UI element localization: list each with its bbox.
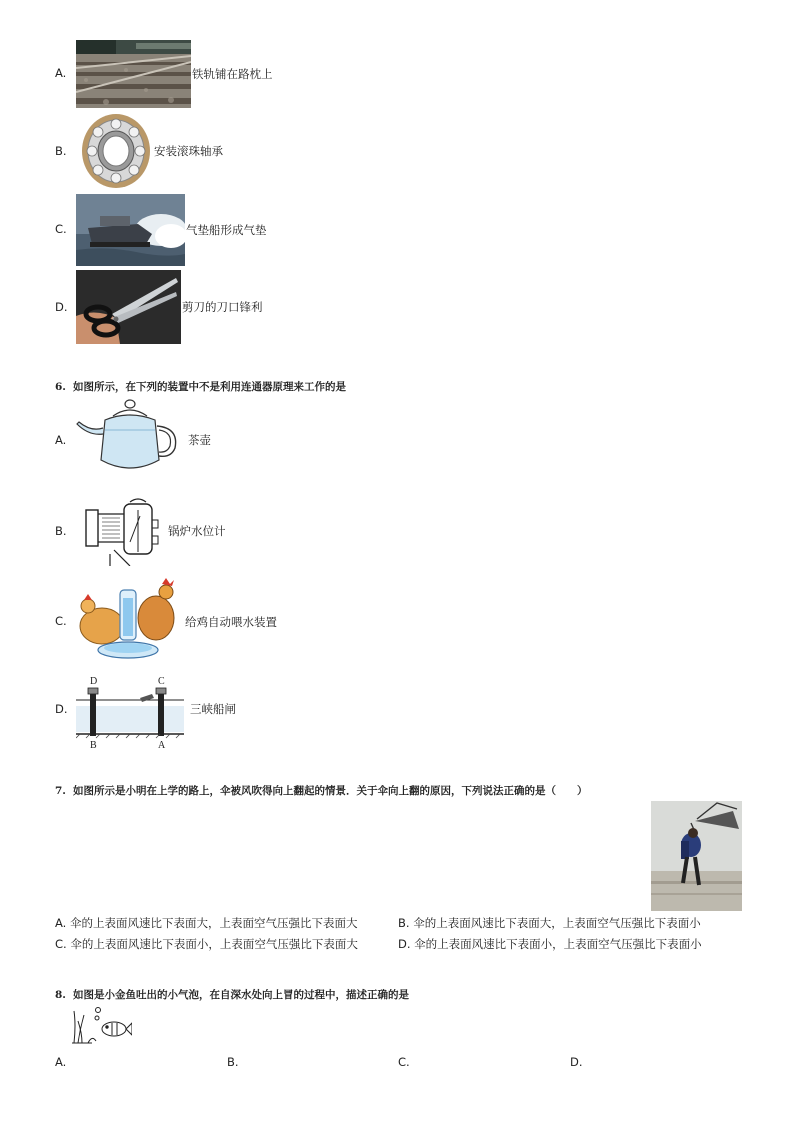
q7-stem: 如图所示是小明在上学的路上，伞被风吹得向上翻起的情景．关于伞向上翻的原因，下列说法正确的是（ ）	[73, 785, 588, 797]
q6-option-d-text: 三峡船闸	[190, 702, 236, 716]
q7-option-d	[398, 937, 702, 951]
q8-stem: 如图是小金鱼吐出的小气泡，在自深水处向上冒的过程中，描述正确的是	[73, 989, 409, 1001]
goldfish-bubbles-figure	[70, 1005, 132, 1045]
chicken-feeder-figure	[78, 578, 180, 664]
q5-option-c-letter: C.	[55, 222, 67, 236]
q7-option-a-text: 伞的上表面风速比下表面大，上表面空气压强比下表面大	[69, 916, 358, 930]
q6-option-a-letter: A.	[55, 433, 67, 447]
ship-lock-figure	[76, 672, 184, 752]
q5-option-a-text: 铁轨铺在路枕上	[192, 67, 273, 81]
q6-stem: 如图所示，在下列的装置中不是利用连通器原理来工作的是	[73, 381, 346, 393]
q7-option-d-letter: D.	[398, 937, 411, 951]
q5-option-b-text: 安装滚珠轴承	[154, 144, 223, 158]
q7-option-d-text: 伞的上表面风速比下表面小，上表面空气压强比下表面小	[414, 937, 702, 951]
q7-option-c	[55, 937, 358, 951]
q7-option-b-text: 伞的上表面风速比下表面大，上表面空气压强比下表面小	[413, 916, 701, 930]
q7-option-c-letter: C.	[55, 937, 67, 951]
lock-label-a: A	[158, 740, 166, 751]
q7-option-c-text: 伞的上表面风速比下表面小，上表面空气压强比下表面大	[70, 937, 358, 951]
q8-number: 8.	[55, 989, 66, 1001]
q7-option-a-letter: A.	[55, 916, 67, 930]
q6-option-b-text: 锅炉水位计	[168, 524, 226, 538]
umbrella-photo	[651, 801, 742, 911]
q5-option-d-letter: D.	[55, 300, 68, 314]
q8-option-d: D.	[570, 1055, 583, 1069]
q7-number: 7.	[55, 785, 66, 797]
q6-option-d-letter: D.	[55, 702, 68, 716]
q7-option-b-letter: B.	[398, 916, 410, 930]
q7-option-a	[55, 916, 357, 930]
q5-option-b-letter: B.	[55, 144, 67, 158]
q6-option-b-letter: B.	[55, 524, 67, 538]
q6-option-c-text: 给鸡自动喂水装置	[185, 615, 277, 629]
railway-track-photo	[76, 40, 191, 108]
q6-option-a-text: 茶壶	[188, 433, 211, 447]
teapot-figure	[75, 396, 185, 478]
hovercraft-photo	[76, 194, 185, 266]
boiler-gauge-figure	[80, 494, 164, 566]
lock-label-b: B	[90, 740, 97, 751]
scissors-photo	[76, 270, 181, 344]
q6-number: 6.	[55, 381, 66, 393]
q5-option-d-text: 剪刀的刀口锋利	[182, 300, 263, 314]
lock-label-c: C	[158, 676, 165, 687]
q8-option-c: C.	[398, 1055, 410, 1069]
ball-bearing-photo	[76, 112, 152, 190]
q7-option-b	[398, 916, 701, 930]
q8-option-b: B.	[227, 1055, 239, 1069]
q5-option-c-text: 气垫船形成气垫	[186, 223, 267, 237]
q5-option-a-letter: A.	[55, 66, 67, 80]
lock-label-d: D	[90, 676, 98, 687]
q6-option-c-letter: C.	[55, 614, 67, 628]
q8-option-a: A.	[55, 1055, 67, 1069]
